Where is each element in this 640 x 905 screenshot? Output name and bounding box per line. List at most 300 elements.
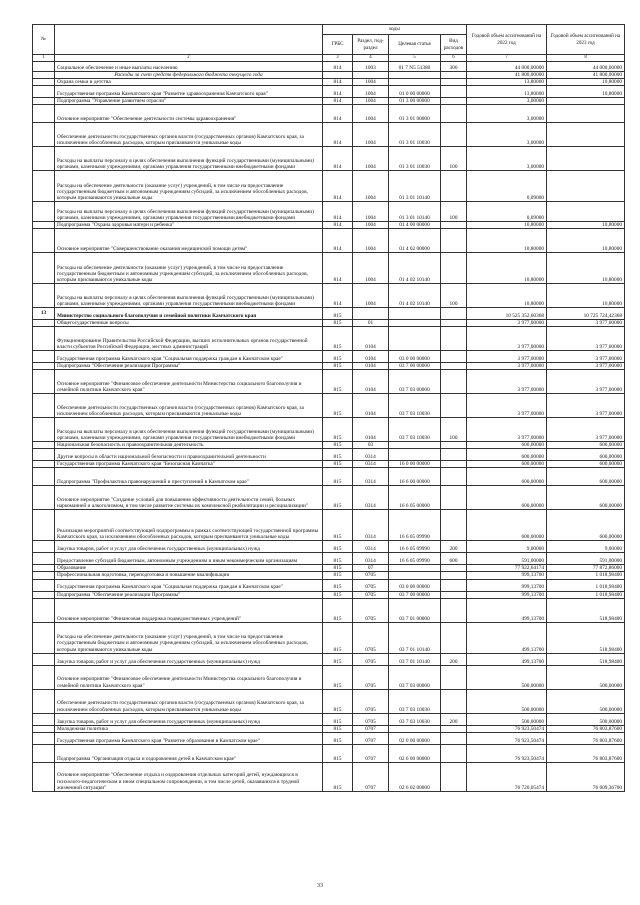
row-section: 0707 (353, 762, 389, 791)
row-target: 01 4 02 10140 (389, 283, 441, 307)
row-grbs: 815 (323, 689, 353, 713)
table-row (33, 97, 625, 104)
row-grbs: 815 (323, 461, 353, 468)
row-number (33, 85, 55, 97)
table-row (33, 579, 625, 591)
header-index: 6 (441, 55, 467, 62)
table-row (33, 85, 625, 97)
table-row (33, 486, 625, 510)
row-section: 0104 (353, 363, 389, 370)
row-target: 01 4 02 10140 (389, 252, 441, 283)
row-amount-2023: 1 018,98400 (547, 572, 625, 579)
row-type (441, 762, 467, 791)
row-name: Закупка товаров, работ и услуг для обеспечения государственных (муниципальных) нужд (55, 653, 323, 665)
row-section: 0314 (353, 449, 389, 461)
header-section: Раздел, под-раздел (353, 35, 389, 55)
row-target: 03 7 03 00000 (389, 665, 441, 689)
row-amount-2022: 10,80000 (467, 252, 547, 283)
row-amount-2022: 600,00000 (467, 449, 547, 461)
row-section: 0705 (353, 713, 389, 725)
table-row (33, 351, 625, 363)
row-section: 0314 (353, 468, 389, 486)
row-target: 01 4 00 00000 (389, 221, 441, 228)
row-name: Профессиональная подготовка, переподготовка и повышение квалификации (55, 572, 323, 579)
row-name: Обеспечение деятельности государственных органов власти (государственных органов) Камчатского края, за исключением обособленных расходов, которым присваиваются уникальные коды (55, 122, 323, 146)
row-target: 01 3 01 10140 (389, 201, 441, 221)
row-grbs: 814 (323, 122, 353, 146)
row-section: 1004 (353, 283, 389, 307)
row-number (33, 78, 55, 85)
row-number (33, 762, 55, 791)
row-name: Государственная программа Камчатского края "Развитие образования в Камчатском крае" (55, 732, 323, 744)
row-amount-2022: 591,00000 (467, 553, 547, 565)
header-index: 4 (353, 55, 389, 62)
budget-table (32, 24, 625, 792)
row-amount-2022: 10,80000 (467, 283, 547, 307)
row-target (389, 572, 441, 579)
row-grbs: 815 (323, 565, 353, 572)
row-amount-2022: 0,09000 (467, 201, 547, 221)
row-name: Предоставление субсидий бюджетным, автономным учреждениям и иным некоммерческим организациям (55, 553, 323, 565)
row-grbs: 814 (323, 283, 353, 307)
row-section: 03 (353, 442, 389, 449)
row-number (33, 319, 55, 326)
row-section: 1004 (353, 104, 389, 122)
row-amount-2022: 600,00000 (467, 510, 547, 541)
row-name: Расходы на выплаты персоналу в целях обеспечения выполнения функций государственными (муниципальными) органами, казенными учреждениями, органами управления государственными внебюджетными фондами (55, 201, 323, 221)
row-grbs: 815 (323, 713, 353, 725)
row-name: Расходы на обеспечение деятельности (оказание услуг) учреждений, в том числе на предоставление государственным бюджетным и автономным учреждениям субсидий, за исключением обособленных расходов, которым присваиваются уникальные коды (55, 170, 323, 201)
row-name: Расходы на выплаты персоналу в целях обеспечения выполнения функций государственными (муниципальными) органами, казенными учреждениями, органами управления государственными внебюджетными фондами (55, 418, 323, 442)
row-number (33, 622, 55, 653)
budget-table-container (32, 24, 624, 792)
row-grbs: 814 (323, 201, 353, 221)
row-amount-2022: 3,00000 (467, 146, 547, 170)
row-section: 0705 (353, 653, 389, 665)
row-grbs: 814 (323, 228, 353, 252)
row-target: 01 4 02 00000 (389, 228, 441, 252)
row-section: 0705 (353, 598, 389, 622)
row-type (441, 744, 467, 762)
row-amount-2023: 10,80000 (547, 252, 625, 283)
table-row (33, 442, 625, 449)
row-amount-2022: 76 923,50474 (467, 732, 547, 744)
row-number (33, 71, 55, 78)
row-type: 200 (441, 541, 467, 553)
row-amount-2023: 600,00000 (547, 468, 625, 486)
row-target (389, 71, 441, 78)
row-amount-2023: 3 977,00000 (547, 394, 625, 418)
row-amount-2022: 600,00000 (467, 468, 547, 486)
row-amount-2022: 999,13700 (467, 572, 547, 579)
row-amount-2022: 3 977,00000 (467, 351, 547, 363)
row-target: 16 0 00 00000 (389, 461, 441, 468)
row-amount-2023: 1 018,98400 (547, 579, 625, 591)
table-row (33, 283, 625, 307)
row-name: Государственная программа Камчатского края "Социальная поддержка граждан в Камчатском крае" (55, 579, 323, 591)
row-target: 03 7 01 10140 (389, 653, 441, 665)
row-name: Расходы на выплаты персоналу в целях обеспечения выполнения функций государственными (муниципальными) органами, казенными учреждениями, органами управления государственными внебюджетными фондами (55, 146, 323, 170)
row-target (389, 78, 441, 85)
row-name: Министерство социального благополучия и семейной политики Камчатского края (55, 307, 323, 319)
row-target: 01 3 01 10140 (389, 170, 441, 201)
table-row (33, 319, 625, 326)
row-grbs: 814 (323, 85, 353, 97)
row-amount-2022: 3 977,00000 (467, 327, 547, 351)
table-row (33, 653, 625, 665)
table-row (33, 78, 625, 85)
row-type (441, 468, 467, 486)
row-number (33, 510, 55, 541)
row-grbs: 815 (323, 579, 353, 591)
table-row (33, 732, 625, 744)
row-amount-2023 (547, 170, 625, 201)
table-row (33, 713, 625, 725)
row-grbs: 815 (323, 327, 353, 351)
row-number (33, 363, 55, 370)
row-amount-2023: 3 977,00000 (547, 370, 625, 394)
row-amount-2022: 3 977,00000 (467, 319, 547, 326)
row-target (389, 442, 441, 449)
row-grbs: 815 (323, 370, 353, 394)
table-row (33, 565, 625, 572)
table-row (33, 572, 625, 579)
row-type (441, 85, 467, 97)
row-target (389, 327, 441, 351)
row-section: 0707 (353, 732, 389, 744)
row-amount-2023: 3 977,00000 (547, 363, 625, 370)
table-row (33, 201, 625, 221)
header-name (55, 25, 323, 55)
row-grbs: 814 (323, 104, 353, 122)
row-amount-2022: 3,00000 (467, 104, 547, 122)
row-amount-2022: 499,13700 (467, 653, 547, 665)
row-number (33, 146, 55, 170)
row-section: 07 (353, 565, 389, 572)
row-type (441, 394, 467, 418)
table-row (33, 146, 625, 170)
row-amount-2022: 0,09000 (467, 170, 547, 201)
row-amount-2023: 600,00000 (547, 461, 625, 468)
row-number (33, 370, 55, 394)
row-section: 1004 (353, 228, 389, 252)
row-grbs: 815 (323, 418, 353, 442)
table-row (33, 622, 625, 653)
header-index: 8 (547, 55, 625, 62)
row-number (33, 228, 55, 252)
row-grbs: 815 (323, 762, 353, 791)
row-target: 02 6 02 00000 (389, 762, 441, 791)
row-amount-2023: 10,80000 (547, 221, 625, 228)
table-row (33, 591, 625, 598)
row-type (441, 370, 467, 394)
row-grbs: 814 (323, 252, 353, 283)
row-name: Основное мероприятие "Финансовое обеспечение деятельности Министерства социального благополучия и семейной политики Камчатского края" (55, 370, 323, 394)
row-grbs: 815 (323, 591, 353, 598)
row-amount-2023: 9,00000 (547, 541, 625, 553)
row-amount-2022: 44 000,00000 (467, 61, 547, 71)
row-section: 1004 (353, 252, 389, 283)
row-number (33, 252, 55, 283)
row-section: 1004 (353, 201, 389, 221)
row-number (33, 61, 55, 71)
row-target: 03 7 03 10030 (389, 713, 441, 725)
row-section: 0104 (353, 418, 389, 442)
row-name: Основное мероприятие "Создание условий для повышения эффективности деятельности семей, больных наркоманией и алкоголизмом, в том числе развитие системы их комплексной реабилитации и ресоциализации" (55, 486, 323, 510)
row-section: 1004 (353, 122, 389, 146)
row-type: 100 (441, 283, 467, 307)
table-row (33, 363, 625, 370)
row-section: 1004 (353, 221, 389, 228)
row-grbs: 815 (323, 553, 353, 565)
row-type: 300 (441, 61, 467, 71)
row-amount-2022: 77 922,64174 (467, 565, 547, 572)
table-row (33, 553, 625, 565)
row-target: 03 7 03 10030 (389, 689, 441, 713)
row-amount-2023: 10 725 724,42368 (547, 307, 625, 319)
row-type (441, 170, 467, 201)
table-row (33, 762, 625, 791)
row-type (441, 319, 467, 326)
row-name: Расходы на обеспечение деятельности (оказание услуг) учреждений, в том числе на предоставление государственным бюджетным и автономным учреждениям субсидий, за исключением обособленных расходов, которым присваиваются уникальные коды (55, 252, 323, 283)
row-amount-2022: 41 800,00000 (467, 71, 547, 78)
row-amount-2022: 600,00000 (467, 442, 547, 449)
table-row (33, 122, 625, 146)
row-target: 01 3 00 00000 (389, 97, 441, 104)
row-name: Национальная безопасность и правоохранительная деятельность (55, 442, 323, 449)
row-amount-2023: 518,98400 (547, 653, 625, 665)
row-section: 0104 (353, 351, 389, 363)
row-name: Расходы на выплаты персоналу в целях обеспечения выполнения функций государственными (муниципальными) органами, казенными учреждениями, органами управления государственными внебюджетными фондами (55, 283, 323, 307)
row-number (33, 725, 55, 732)
row-amount-2023: 41 800,00000 (547, 71, 625, 78)
table-row (33, 461, 625, 468)
row-amount-2023 (547, 122, 625, 146)
row-number (33, 283, 55, 307)
row-name: Закупка товаров, работ и услуг для обеспечения государственных (муниципальных) нужд (55, 541, 323, 553)
row-number (33, 418, 55, 442)
row-section: 01 (353, 319, 389, 326)
row-target: 03 7 00 00000 (389, 363, 441, 370)
table-row (33, 327, 625, 351)
row-amount-2023: 10,80000 (547, 78, 625, 85)
row-number (33, 713, 55, 725)
row-name: Подпрограмма "Обеспечение реализации Программы" (55, 591, 323, 598)
row-section: 1004 (353, 146, 389, 170)
header-target: Целевая статья (389, 35, 441, 55)
row-name: Общегосударственные вопросы (55, 319, 323, 326)
row-amount-2023: 518,98400 (547, 622, 625, 653)
row-section: 0104 (353, 394, 389, 418)
row-grbs: 814 (323, 221, 353, 228)
row-number (33, 221, 55, 228)
row-grbs: 815 (323, 744, 353, 762)
row-amount-2023: 3 977,00000 (547, 351, 625, 363)
row-target: 16 6 05 09990 (389, 510, 441, 541)
row-section: 0314 (353, 541, 389, 553)
row-name: Основное мероприятие "Совершенствование оказания медицинской помощи детям" (55, 228, 323, 252)
row-target: 03 7 01 00000 (389, 598, 441, 622)
row-number (33, 744, 55, 762)
row-type (441, 104, 467, 122)
table-row (33, 725, 625, 732)
row-grbs: 814 (323, 78, 353, 85)
row-number (33, 461, 55, 468)
row-target: 03 7 03 10030 (389, 418, 441, 442)
header-index: 1 (33, 55, 55, 62)
row-name: Подпрограмма "Охрана здоровья матери и ребенка" (55, 221, 323, 228)
row-number (33, 732, 55, 744)
row-section: 0314 (353, 510, 389, 541)
row-name: Основное мероприятие "Обеспечение деятельности системы здравоохранения" (55, 104, 323, 122)
row-amount-2023 (547, 146, 625, 170)
row-target: 01 3 01 00000 (389, 104, 441, 122)
row-name: Социальное обеспечение и иные выплаты населению (55, 61, 323, 71)
row-amount-2023: 77 872,86000 (547, 565, 625, 572)
row-amount-2023: 10,80000 (547, 85, 625, 97)
row-name: Молодежная политика (55, 725, 323, 732)
row-type (441, 591, 467, 598)
row-type (441, 665, 467, 689)
row-target: 16 6 05 00000 (389, 486, 441, 510)
row-number (33, 689, 55, 713)
row-number (33, 104, 55, 122)
table-row (33, 449, 625, 461)
row-number (33, 449, 55, 461)
row-amount-2022: 500,00000 (467, 713, 547, 725)
row-type (441, 461, 467, 468)
row-section: 0707 (353, 744, 389, 762)
row-type (441, 221, 467, 228)
row-target (389, 565, 441, 572)
row-number (33, 598, 55, 622)
row-name: Государственная программа Камчатского края "Развитие здравоохранения Камчатского края" (55, 85, 323, 97)
table-row (33, 170, 625, 201)
row-number (33, 565, 55, 572)
row-amount-2022: 500,00000 (467, 689, 547, 713)
row-target (389, 725, 441, 732)
row-target: 16 6 00 00000 (389, 468, 441, 486)
row-number: 13 (33, 307, 55, 319)
row-name: Охрана семьи и детства (55, 78, 323, 85)
row-amount-2023: 76 803,87600 (547, 732, 625, 744)
row-amount-2023: 591,00000 (547, 553, 625, 565)
header-2023: Годовой объем ассигнований на 2023 год (547, 25, 625, 55)
table-row (33, 104, 625, 122)
row-type: 200 (441, 713, 467, 725)
row-amount-2022: 76 720,05474 (467, 762, 547, 791)
table-row (33, 252, 625, 283)
row-target (389, 449, 441, 461)
row-grbs: 815 (323, 486, 353, 510)
row-grbs: 815 (323, 665, 353, 689)
row-target: 16 6 05 09990 (389, 541, 441, 553)
row-amount-2022: 13,80000 (467, 85, 547, 97)
row-name: Подпрограмма "Обеспечение реализации Программы" (55, 363, 323, 370)
table-row (33, 221, 625, 228)
row-name: Другие вопросы в области национальной безопасности и правоохранительной деятельности (55, 449, 323, 461)
row-amount-2022: 10,80000 (467, 228, 547, 252)
row-amount-2023: 3 977,00000 (547, 319, 625, 326)
row-number (33, 394, 55, 418)
row-target: 01 0 00 00000 (389, 85, 441, 97)
header-2022: Годовой объем ассигнований на 2022 год (467, 25, 547, 55)
row-type: 600 (441, 553, 467, 565)
row-amount-2022: 10,80000 (467, 221, 547, 228)
row-section: 0707 (353, 725, 389, 732)
row-type (441, 622, 467, 653)
row-target: 01 3 01 10030 (389, 122, 441, 146)
row-name: Государственная программа Камчатского края "Безопасная Камчатка" (55, 461, 323, 468)
row-target: 03 7 03 00000 (389, 370, 441, 394)
table-row (33, 689, 625, 713)
row-number (33, 170, 55, 201)
row-grbs: 814 (323, 97, 353, 104)
row-name: Обеспечение деятельности государственных органов власти (государственных органов) Камчатского края, за исключением обособленных расходов, которым присваиваются уникальные коды (55, 689, 323, 713)
row-amount-2023 (547, 104, 625, 122)
row-section (353, 71, 389, 78)
row-amount-2022: 999,13700 (467, 579, 547, 591)
row-grbs: 815 (323, 394, 353, 418)
table-row (33, 307, 625, 319)
row-grbs: 815 (323, 319, 353, 326)
row-number (33, 653, 55, 665)
row-section: 0705 (353, 622, 389, 653)
row-type (441, 598, 467, 622)
row-number (33, 486, 55, 510)
row-amount-2023: 518,98400 (547, 598, 625, 622)
row-type (441, 351, 467, 363)
row-target: 03 7 00 00000 (389, 591, 441, 598)
row-target: 03 7 03 10030 (389, 394, 441, 418)
row-amount-2022: 600,00000 (467, 486, 547, 510)
row-type (441, 363, 467, 370)
row-grbs: 814 (323, 170, 353, 201)
row-target: 03 7 01 10140 (389, 622, 441, 653)
row-grbs: 815 (323, 725, 353, 732)
header-index: 7 (467, 55, 547, 62)
row-amount-2023: 3 977,00000 (547, 327, 625, 351)
table-row (33, 71, 625, 78)
row-name: Государственная программа Камчатского края "Социальная поддержка граждан в Камчатском крае" (55, 351, 323, 363)
row-grbs (323, 71, 353, 78)
table-row (33, 510, 625, 541)
row-section: 1003 (353, 61, 389, 71)
row-section: 0104 (353, 370, 389, 394)
row-number (33, 579, 55, 591)
row-section: 0705 (353, 572, 389, 579)
row-section: 1004 (353, 97, 389, 104)
row-grbs: 815 (323, 363, 353, 370)
row-name: Расходы на обеспечение деятельности (оказание услуг) учреждений, в том числе на предоставление государственным бюджетным и автономным учреждениям субсидий, за исключением обособленных расходов, которым присваиваются уникальные коды (55, 622, 323, 653)
row-number (33, 97, 55, 104)
row-amount-2023: 600,00000 (547, 442, 625, 449)
row-target: 02 6 00 00000 (389, 744, 441, 762)
row-amount-2023: 600,00000 (547, 486, 625, 510)
row-number (33, 122, 55, 146)
row-grbs: 815 (323, 468, 353, 486)
row-name: Функционирование Правительства Российской Федерации, высших исполнительных органов государственной власти субъектов Российской Федерации, местных администраций (55, 327, 323, 351)
row-name: Подпрограмма "Профилактика правонарушений и преступлений в Камчатском крае" (55, 468, 323, 486)
row-type (441, 449, 467, 461)
row-section: 0104 (353, 327, 389, 351)
header-codes: коды (323, 25, 467, 35)
row-section: 0705 (353, 665, 389, 689)
row-amount-2023: 500,00000 (547, 713, 625, 725)
table-row (33, 598, 625, 622)
row-type (441, 442, 467, 449)
row-amount-2022: 3,00000 (467, 122, 547, 146)
